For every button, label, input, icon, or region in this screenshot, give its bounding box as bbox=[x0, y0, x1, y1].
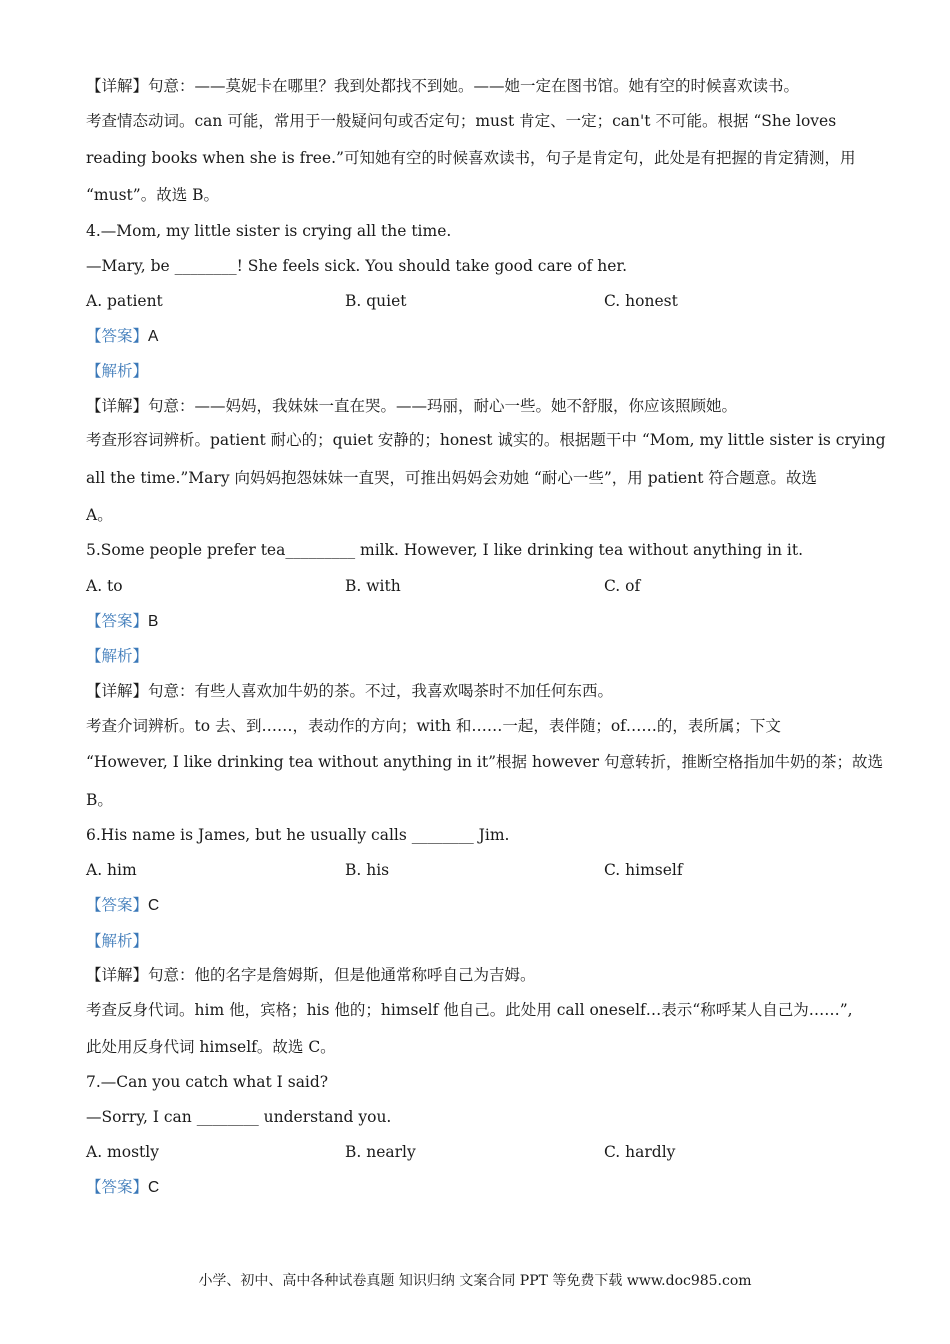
question-6-explanation: 考查反身代词。him 他，宾格；his 他的；himself 他自己。此处用 call oneself…表示“称呼某人自己为……”, bbox=[86, 1001, 853, 1019]
question-7-prompt: 7.—Can you catch what I said? bbox=[86, 1073, 329, 1091]
question-6-option-c: C. himself bbox=[604, 861, 683, 879]
question-5-option-b: B. with bbox=[345, 577, 401, 595]
question-5-explanation: “However, I like drinking tea without anything in it”根据 however 句意转折，推断空格指加牛奶的茶；故选 bbox=[86, 753, 883, 771]
question-6-explanation: 此处用反身代词 himself。故选 C。 bbox=[86, 1038, 336, 1056]
question-6-option-a: A. him bbox=[86, 861, 137, 879]
question-4-option-c: C. honest bbox=[604, 292, 678, 310]
question-5-option-c: C. of bbox=[604, 577, 641, 595]
question-5-answer bbox=[86, 611, 880, 632]
analysis-tag: 【解析】 bbox=[86, 647, 149, 665]
detail-tag: 【详解】 bbox=[86, 397, 149, 415]
detail-text: 句意：他的名字是詹姆斯，但是他通常称呼自己为吉姆。 bbox=[148, 966, 536, 984]
explanation-q3-meaning: 【详解】句意：——莫妮卡在哪里？我到处都找不到她。——她一定在图书馆。她有空的时候喜欢读书。 bbox=[86, 77, 800, 95]
question-7-prompt: —Sorry, I can ________ understand you. bbox=[86, 1108, 392, 1126]
question-5-prompt: 5.Some people prefer tea_________ milk. However, I like drinking tea without anything in it. bbox=[86, 541, 803, 559]
question-4-prompt: —Mary, be ________! She feels sick. You should take good care of her. bbox=[86, 257, 628, 275]
question-4-detail bbox=[86, 396, 880, 416]
question-4-explanation: 考查形容词辨析。patient 耐心的；quiet 安静的；honest 诚实的。根据题干中 “Mom, my little sister is crying bbox=[86, 431, 886, 449]
analysis-tag: 【解析】 bbox=[86, 362, 149, 380]
question-4-explanation: A。 bbox=[86, 506, 113, 524]
question-6-option-b: B. his bbox=[345, 861, 390, 879]
answer-tag: 【答案】 bbox=[86, 896, 149, 914]
question-5-explanation: 考查介词辨析。to 去、到……，表动作的方向；with 和……一起，表伴随；of……的，表所属；下文 bbox=[86, 717, 781, 735]
question-4-answer bbox=[86, 326, 880, 347]
answer-tag: 【答案】 bbox=[86, 612, 149, 630]
explanation-q3-line: 考查情态动词。can 可能，常用于一般疑问句或否定句；must 肯定、一定；can't 不可能。根据 “She loves bbox=[86, 112, 837, 130]
answer-tag: 【答案】 bbox=[86, 327, 149, 345]
page-footer: 小学、初中、高中各种试卷真题 知识归纳 文案合同 PPT 等免费下载 www.doc985.com bbox=[198, 1273, 752, 1289]
explanation-q3-line: reading books when she is free.”可知她有空的时候喜欢读书，句子是肯定句，此处是有把握的肯定猜测，用 bbox=[86, 149, 856, 167]
answer-value: B bbox=[148, 613, 159, 630]
question-7-option-c: C. hardly bbox=[604, 1143, 676, 1161]
question-7-option-b: B. nearly bbox=[345, 1143, 416, 1161]
question-4-option-a: A. patient bbox=[86, 292, 163, 310]
question-6-detail bbox=[86, 965, 880, 985]
question-4-explanation: all the time.”Mary 向妈妈抱怨妹妹一直哭，可推出妈妈会劝她 “耐心一些”，用 patient 符合题意。故选 bbox=[86, 469, 817, 487]
answer-tag: 【答案】 bbox=[86, 1178, 149, 1196]
detail-text: 句意：有些人喜欢加牛奶的茶。不过，我喜欢喝茶时不加任何东西。 bbox=[148, 682, 614, 700]
answer-value: C bbox=[148, 1179, 160, 1196]
question-4-option-b: B. quiet bbox=[345, 292, 407, 310]
question-5-detail bbox=[86, 681, 880, 701]
analysis-tag: 【解析】 bbox=[86, 932, 149, 950]
question-7-answer bbox=[86, 1177, 880, 1198]
detail-tag: 【详解】 bbox=[86, 966, 149, 984]
question-6-answer bbox=[86, 895, 880, 916]
question-5-option-a: A. to bbox=[86, 577, 123, 595]
detail-tag: 【详解】 bbox=[86, 682, 149, 700]
detail-text: 句意：——妈妈，我妹妹一直在哭。——玛丽，耐心一些。她不舒服，你应该照顾她。 bbox=[148, 397, 738, 415]
answer-value: A bbox=[148, 328, 159, 345]
question-7-option-a: A. mostly bbox=[86, 1143, 159, 1161]
question-6-prompt: 6.His name is James, but he usually calls ________ Jim. bbox=[86, 826, 510, 844]
answer-value: C bbox=[148, 897, 160, 914]
explanation-q3-line: “must”。故选 B。 bbox=[86, 186, 220, 204]
question-5-explanation: B。 bbox=[86, 791, 113, 809]
question-4-prompt: 4.—Mom, my little sister is crying all the time. bbox=[86, 222, 452, 240]
